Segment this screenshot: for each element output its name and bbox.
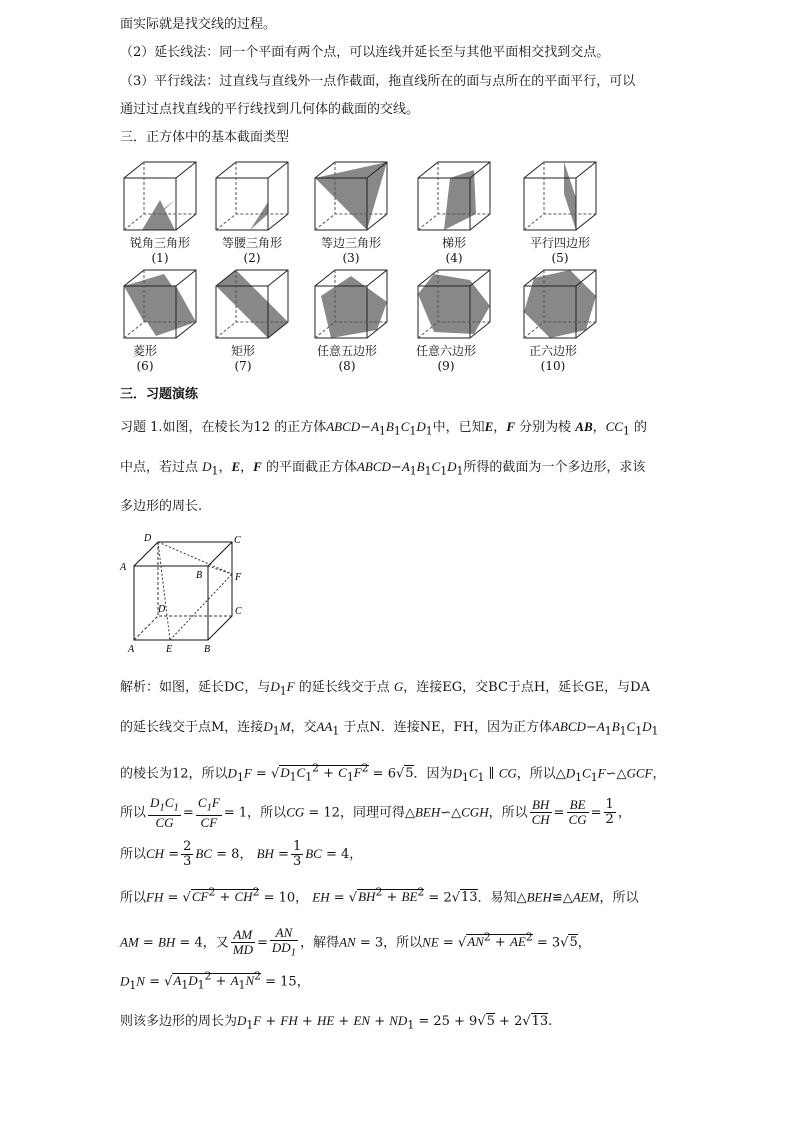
problem-line-3: 多边形的周长. <box>120 499 203 514</box>
solution-line-1: 解析：如图，延长DC，与$D_1F$ 的延长线交于点 G，连接EG，交BC于点H，延长GE，与DA <box>120 679 650 698</box>
problem-line-1: 习题 1.如图，在棱长为12 的正方体$ABCD-A_1B_1C_1D_1$中，已知E，F 分别为棱 AB，$CC_1$ 的 <box>120 419 648 438</box>
cube-figure-equilateral-triangle <box>311 158 391 236</box>
solution-text: 于点N．连接NE，FH，因为正方体 <box>343 720 552 735</box>
caption-num-10: (10) <box>540 359 566 373</box>
solution-text: ，交 <box>290 720 317 735</box>
solution-line-7: AM = BH = 4，又 $\frac{AM}{MD}$ = $\frac{AN}{DD_1}$ ，解得AN = 3，所以NE = $√AN^2 + AE^2 = 3√5$， <box>120 925 591 959</box>
caption-name-5: 平行四边形 <box>529 236 590 250</box>
solution-text: 的延长线交于点M，连接 <box>120 720 264 735</box>
label-e: E <box>166 644 173 655</box>
label-b1: B <box>196 570 203 581</box>
cube-figure-isosceles-triangle <box>212 158 292 236</box>
caption-name-8: 任意五边形 <box>316 344 377 358</box>
solution-text: ．因为 <box>413 766 453 782</box>
caption-name-6: 菱形 <box>132 344 157 358</box>
solution-line-6: 所以FH = $√CF^2 + CH^2 = 10$， EH = $√BH^2 + BE^2 = 2√13$．易知△BEH≌△AEM，所以 <box>120 886 639 906</box>
cube-diagram-problem-1 <box>118 532 248 658</box>
solution-line-2: 的延长线交于点M，连接$D_1M$，交$AA_1$ 于点N．连接NE，FH，因为正方体$ABCD-A_1B_1C_1D_1$ <box>120 719 659 738</box>
solution-text: 所以 <box>120 847 147 862</box>
cube-figure-hexagon <box>414 266 494 344</box>
cube-figure-trapezoid <box>414 158 494 236</box>
label-a1: A <box>120 562 127 573</box>
exercise-title: 三．习题演练 <box>120 387 199 402</box>
label-a: A <box>128 644 135 655</box>
solution-line-5: 所以CH = $\frac{2}{3}$ BC = 8， BH = $\frac{1}{3}$ BC = 4， <box>120 839 363 869</box>
label-c1: C <box>234 535 241 546</box>
caption-name-2: 等腰三角形 <box>221 236 282 250</box>
solution-text: 的延长线交于点 <box>298 680 390 695</box>
caption-name-3: 等边三角形 <box>320 236 381 250</box>
caption-name-1: 锐角三角形 <box>129 236 190 250</box>
caption-name-9: 任意六边形 <box>415 344 476 358</box>
cube-figure-rhombus <box>120 266 200 344</box>
cube-figure-regular-hexagon <box>520 266 600 344</box>
label-b: B <box>204 644 211 655</box>
cube-figure-rectangle <box>212 266 292 344</box>
caption-num-2: (2) <box>243 251 261 265</box>
solution-line-8: $D_1N = √A_1D_1^2 + A_1N^2 = 15$， <box>120 970 310 992</box>
solution-line-4: 所以 $\frac{D_1C_1}{CG}$ = $\frac{C_1F}{CF}$ = 1，所以CG = 12，同理可得△BEH∽△CGH，所以 $\frac{BH}{CH}$ = $\frac{BE}{CG}$ = $\frac{1}{2}$ ， <box>120 795 631 830</box>
intro-line-3: （3）平行线法：过直线与直线外一点作截面，拖直线所在的面与点所在的平面平行，可以 <box>120 74 636 89</box>
intro-line-2: （2）延长线法：同一个平面有两个点，可以连线并延长至与其他平面相交找到交点。 <box>120 45 610 60</box>
problem-text: 所得的截面为一个多边形，求该 <box>463 460 646 475</box>
solution-text: ，所以 <box>488 805 528 821</box>
problem-text: 的平面截正方体 <box>265 460 357 475</box>
caption-name-10: 正六边形 <box>528 344 577 358</box>
intro-line-1: 面实际就是找交线的过程。 <box>120 17 277 32</box>
solution-text: ，所以 <box>599 890 639 906</box>
caption-num-3: (3) <box>342 251 360 265</box>
solution-text: 所以 <box>120 805 147 821</box>
solution-text: ，所以 <box>516 766 556 782</box>
solution-text: ，又 <box>202 935 229 951</box>
label-d1: D <box>144 533 152 544</box>
caption-num-5: (5) <box>551 251 569 265</box>
section-3-title: 三．正方体中的基本截面类型 <box>120 130 290 145</box>
label-c: C <box>235 606 242 617</box>
caption-num-7: (7) <box>234 359 252 373</box>
solution-text: ，同理可得 <box>339 805 405 821</box>
caption-num-1: (1) <box>151 251 169 265</box>
solution-text: ，所以 <box>383 935 423 951</box>
cube-figure-acute-triangle <box>120 158 200 236</box>
solution-text: ，所以 <box>247 805 287 821</box>
solution-text: ，连接EG，交BC于点H，延长GE，与DA <box>403 680 650 695</box>
cube-figure-parallelogram <box>520 158 600 236</box>
label-d: D <box>158 604 166 615</box>
solution-text: 所以 <box>120 890 147 906</box>
caption-num-8: (8) <box>338 359 356 373</box>
caption-num-9: (9) <box>437 359 455 373</box>
solution-line-9: 则该多边形的周长为$D_1F$ + FH + HE + EN + $ND_1 = 25 + 9√5 + 2√13$. <box>120 1013 553 1032</box>
solution-line-3: 的棱长为12，所以$D_1F = √D_1C_1^2 + C_1F^2 = 6√5$．因为$D_1C_1$ ∥ CG，所以$\triangle D_1C_1F∽\triangle GCF$， <box>120 762 666 784</box>
solution-text: ．易知 <box>477 890 517 906</box>
problem-text: 的 <box>634 420 648 435</box>
label-f: F <box>235 572 242 583</box>
caption-num-4: (4) <box>445 251 463 265</box>
solution-text: 解析：如图，延长DC，与 <box>120 680 271 695</box>
solution-text: 则该多边形的周长为 <box>120 1014 238 1029</box>
problem-text: 分别为棱 <box>519 420 572 435</box>
caption-name-7: 矩形 <box>230 344 255 358</box>
caption-name-4: 梯形 <box>441 236 466 250</box>
problem-text: 习题 1.如图，在棱长为12 的正方体 <box>120 420 327 435</box>
solution-text: 的棱长为12，所以 <box>120 766 228 782</box>
problem-line-2: 中点，若过点 $D_1$，E，F 的平面截正方体$ABCD-A_1B_1C_1D_1$所得的截面为一个多边形，求该 <box>120 459 646 478</box>
problem-text: 中，已知 <box>432 420 485 435</box>
cube-figure-pentagon <box>311 266 391 344</box>
caption-num-6: (6) <box>136 359 154 373</box>
solution-text: ，解得 <box>300 935 340 951</box>
problem-text: 中点，若过点 <box>120 460 199 475</box>
intro-line-4: 通过过点找直线的平行线找到几何体的截面的交线。 <box>120 102 420 117</box>
